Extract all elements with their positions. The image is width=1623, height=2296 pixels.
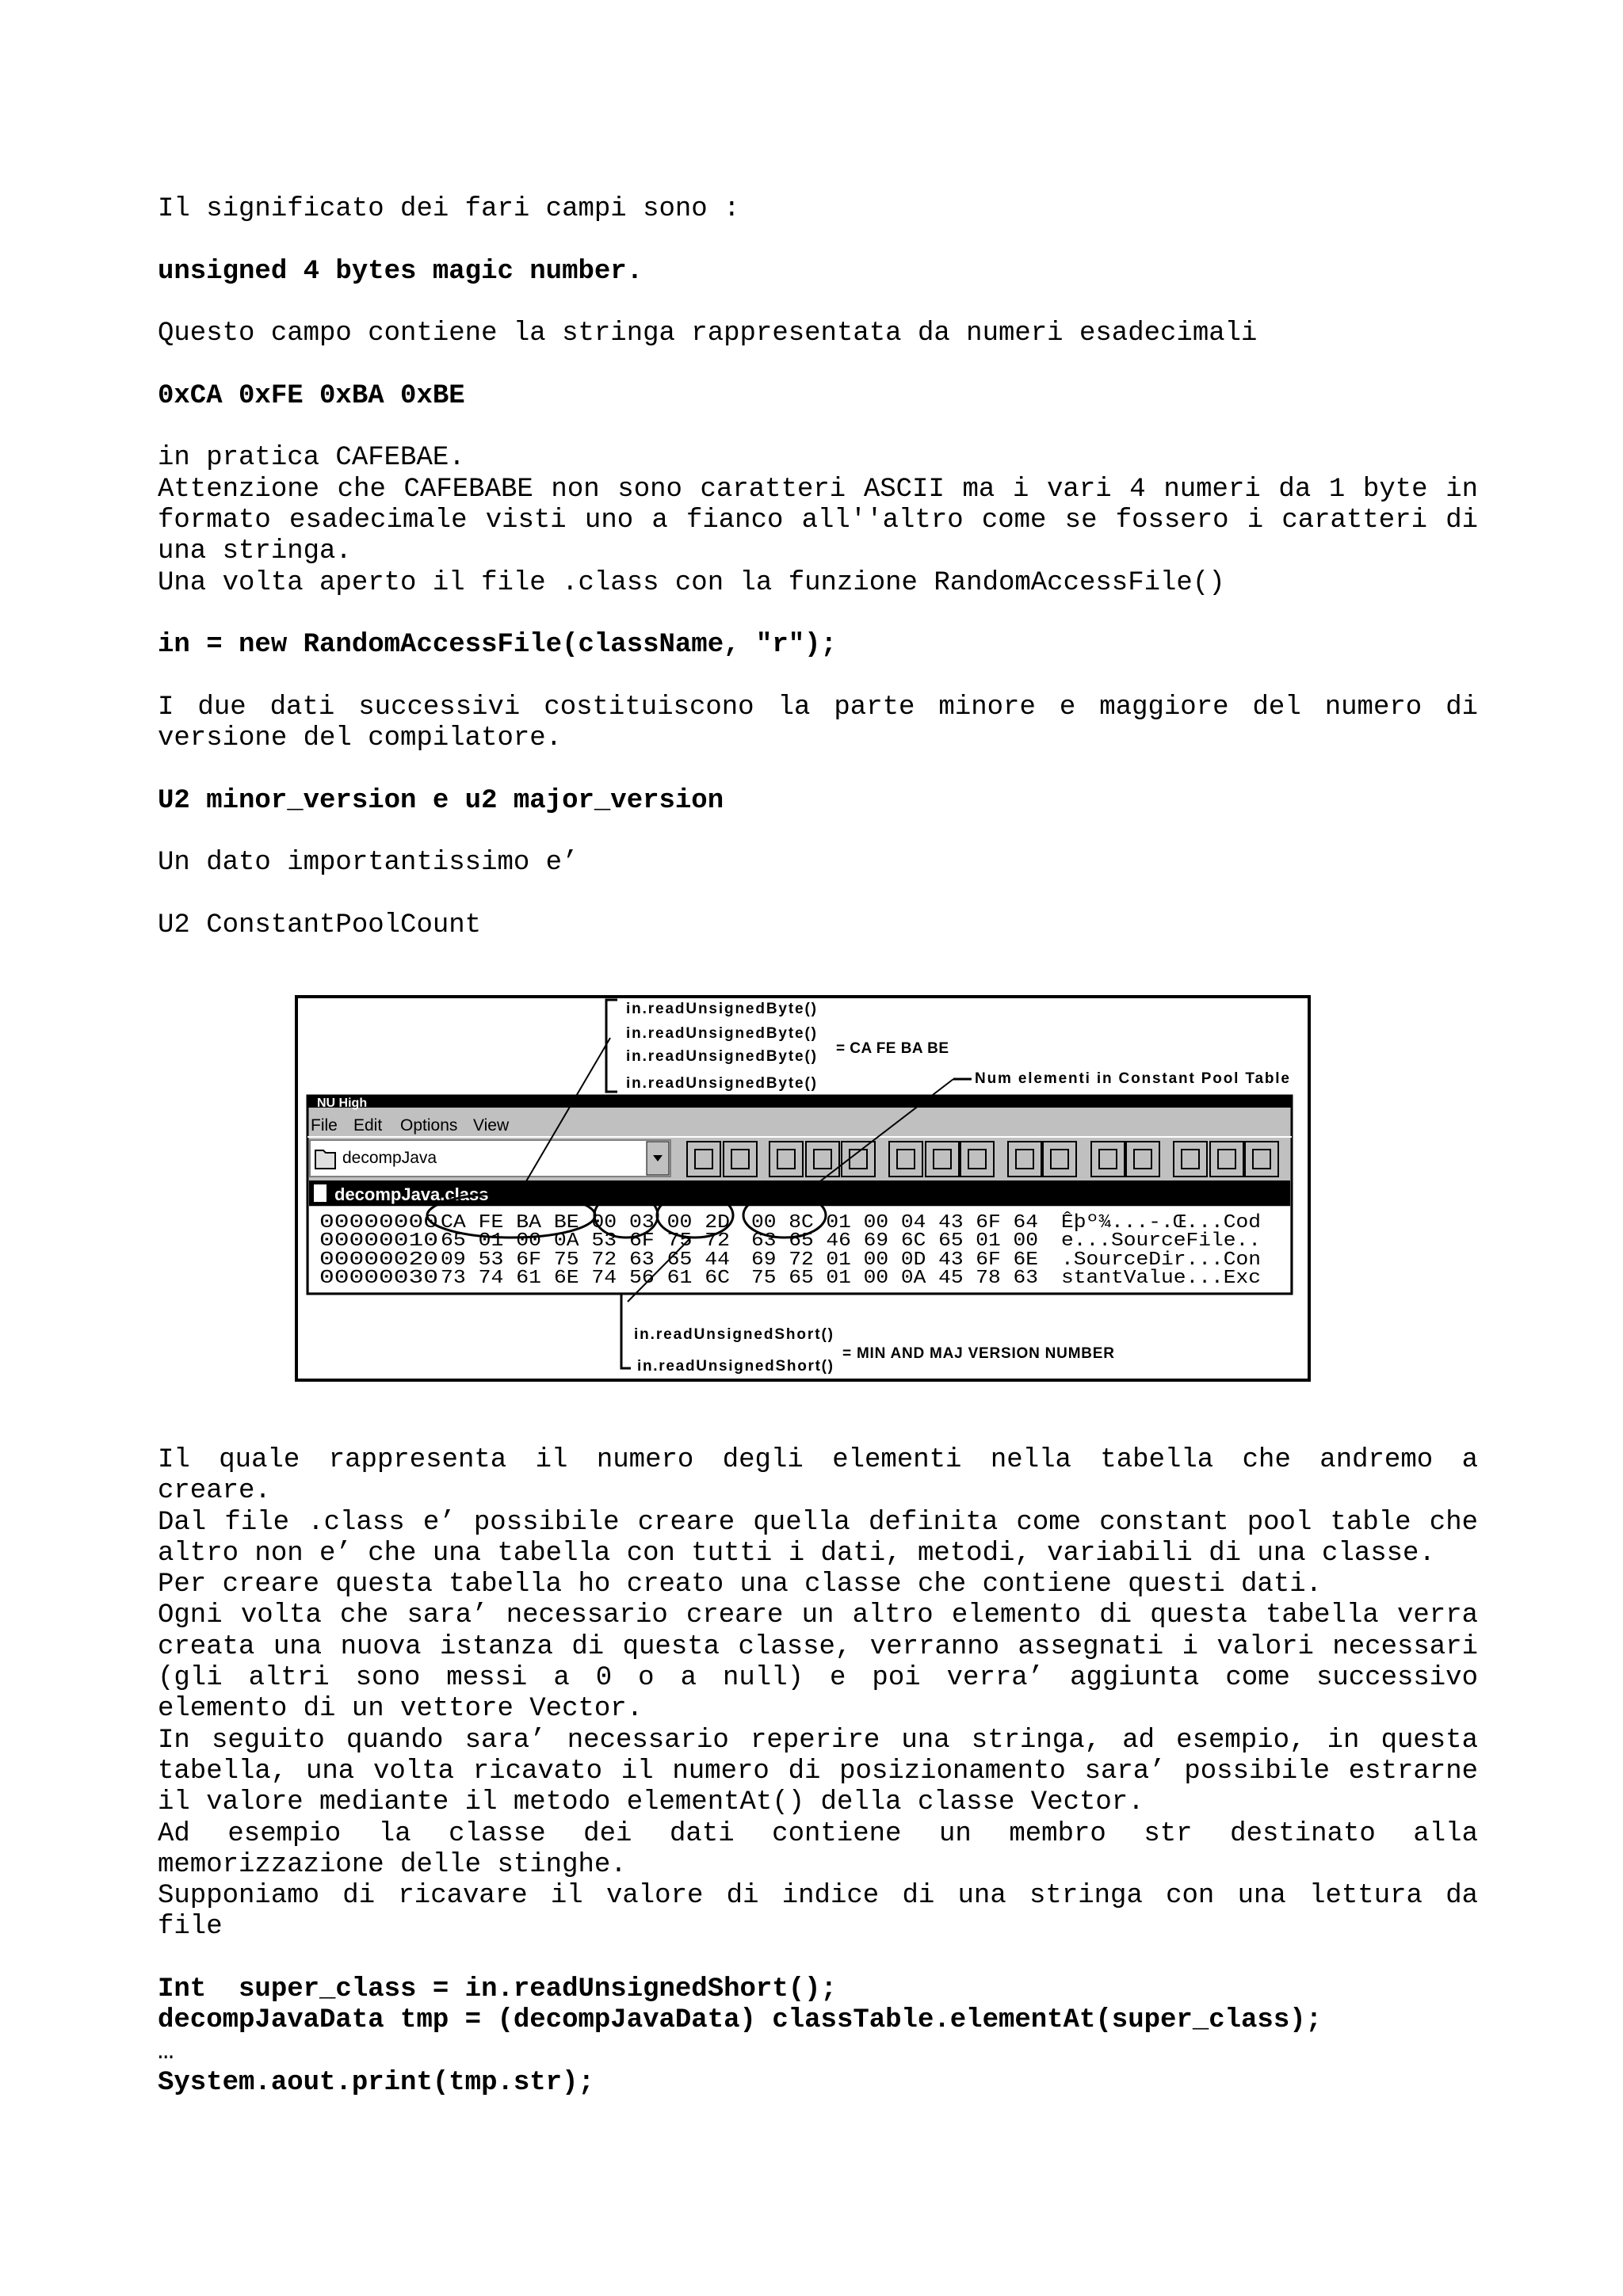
code-line: System.aout.print(tmp.str);	[158, 2067, 594, 2098]
text-line: elemento di un vettore Vector.	[158, 1694, 643, 1725]
byte-call-label: in.readUnsignedByte()	[626, 1025, 816, 1042]
toolbar-button[interactable]	[1174, 1142, 1207, 1177]
text-line: file	[158, 1912, 223, 1943]
toolbar-button[interactable]	[724, 1142, 757, 1177]
toolbar-button[interactable]	[687, 1142, 720, 1177]
short-call-label: in.readUnsignedShort()	[634, 1326, 833, 1343]
hex-offset: 00000000	[319, 1212, 438, 1234]
hex-offset: 00000010	[319, 1230, 438, 1252]
text-line: Dal file .class e’ possibile creare quella definita come constant pool table che	[158, 1507, 1478, 1538]
text-line: memorizzazione delle stinghe.	[158, 1849, 627, 1880]
toolbar-button[interactable]	[769, 1142, 803, 1177]
text-section-2	[158, 1445, 1478, 2099]
hex-bytes: 69 72 01 00 0D 43 6F 6E	[751, 1249, 1038, 1271]
title-bar	[307, 1096, 1292, 1108]
menu-file[interactable]: File	[311, 1116, 338, 1135]
toolbar-button[interactable]	[1043, 1142, 1076, 1177]
folder-icon	[315, 1150, 335, 1169]
text-line: Questo campo contiene la stringa rappresentata da numeri esadecimali	[158, 318, 1258, 349]
toolbar	[687, 1142, 1278, 1177]
ascii-column: e...SourceFile..	[1061, 1230, 1261, 1252]
document-title: decompJava.class	[334, 1184, 489, 1204]
text-line: Ogni volta che sara’ necessario creare un altro elemento di questa tabella verra	[158, 1600, 1478, 1631]
magic-label: = CA FE BA BE	[836, 1040, 949, 1057]
byte-call-label: in.readUnsignedByte()	[626, 1048, 816, 1065]
magic-hex-value: 0xCA 0xFE 0xBA 0xBE	[158, 380, 465, 411]
text-line: In seguito quando sara’ necessario reperire una stringa, ad esempio, in questa	[158, 1725, 1478, 1756]
text-line: Attenzione che CAFEBABE non sono caratteri ASCII ma i vari 4 numeri da 1 byte in	[158, 474, 1478, 505]
text-line: Un dato importantissimo e’	[158, 848, 579, 879]
magic-number-heading: unsigned 4 bytes magic number.	[158, 256, 643, 287]
text-line: versione del compilatore.	[158, 723, 563, 754]
text-line: creata una nuova istanza di questa classe, verranno assegnati i valori necessari	[158, 1631, 1478, 1662]
hex-bytes: 75 65 01 00 0A 45 78 63	[751, 1268, 1038, 1289]
text-line: U2 ConstantPoolCount	[158, 910, 482, 940]
ascii-column: .SourceDir...Con	[1061, 1249, 1261, 1271]
text-line: Il quale rappresenta il numero degli elementi nella tabella che andremo a	[158, 1445, 1478, 1475]
text-line: formato esadecimale visti uno a fianco all''altro come se fossero i caratteri di	[158, 505, 1478, 536]
ascii-column: stantValue...Exc	[1061, 1268, 1261, 1289]
menu-edit[interactable]: Edit	[353, 1116, 383, 1135]
toolbar-button[interactable]	[926, 1142, 959, 1177]
pool-count-label: Num elementi in Constant Pool Table	[975, 1070, 1289, 1087]
code-line: in = new RandomAccessFile(className, "r");	[158, 630, 837, 661]
text-line: altro non e’ che una tabella con tutti i dati, metodi, variabili di una classe.	[158, 1538, 1435, 1569]
text-line: Ad esempio la classe dei dati contiene un membro str destinato alla	[158, 1818, 1478, 1849]
code-line: Int super_class = in.readUnsignedShort();	[158, 1974, 837, 2005]
hex-offset: 00000030	[319, 1268, 438, 1289]
ellipsis-line: …	[158, 2036, 174, 2067]
path-value: decompJava	[342, 1149, 437, 1167]
text-line: creare.	[158, 1476, 271, 1507]
short-call-label: in.readUnsignedShort()	[637, 1358, 833, 1375]
text-line: Per creare questa tabella ho creato una classe che contiene questi dati.	[158, 1569, 1323, 1600]
hex-bytes: 00 8C 01 00 04 43 6F 64	[751, 1212, 1038, 1234]
toolbar-button[interactable]	[1091, 1142, 1125, 1177]
intro-line: Il significato dei fari campi sono :	[158, 194, 740, 224]
hex-bytes: 09 53 6F 75 72 63 65 44	[441, 1249, 730, 1271]
text-line: tabella, una volta ricavato il numero di posizionamento sara’ possibile estrarne	[158, 1756, 1478, 1787]
hex-bytes: 73 74 61 6E 74 56 61 6C	[441, 1268, 730, 1289]
version-heading: U2 minor_version e u2 major_version	[158, 785, 724, 816]
ascii-column: Êþº¾...-.Œ...Cod	[1061, 1212, 1244, 1234]
toolbar-button[interactable]	[1126, 1142, 1159, 1177]
toolbar-button[interactable]	[889, 1142, 922, 1177]
text-line: (gli altri sono messi a 0 o a null) e poi verra’ aggiunta come successivo	[158, 1663, 1478, 1694]
toolbar-button[interactable]	[1245, 1142, 1278, 1177]
window-title: NU High	[317, 1097, 368, 1110]
menu-view[interactable]: View	[473, 1116, 510, 1135]
version-label: = MIN AND MAJ VERSION NUMBER	[842, 1345, 1114, 1362]
text-line: Una volta aperto il file .class con la funzione RandomAccessFile()	[158, 567, 1225, 598]
hex-bytes: 63 65 46 69 6C 65 01 00	[751, 1230, 1038, 1252]
toolbar-button[interactable]	[842, 1142, 875, 1177]
toolbar-button[interactable]	[960, 1142, 994, 1177]
text-line: in pratica CAFEBAE.	[158, 443, 465, 474]
toolbar-button[interactable]	[1210, 1142, 1243, 1177]
text-line: I due dati successivi costituiscono la parte minore e maggiore del numero di	[158, 692, 1478, 723]
menu-options[interactable]: Options	[400, 1116, 458, 1135]
hex-offset: 00000020	[319, 1249, 438, 1271]
text-line: una stringa.	[158, 536, 352, 567]
document-icon	[314, 1184, 327, 1202]
text-line: il valore mediante il metodo elementAt() della classe Vector.	[158, 1787, 1144, 1818]
hex-bytes: 65 01 00 0A 53 6F 75 72	[441, 1230, 730, 1252]
hex-bytes: CA FE BA BE 00 03 00 2D	[441, 1212, 730, 1234]
byte-call-label: in.readUnsignedByte()	[626, 1001, 816, 1017]
toolbar-button[interactable]	[1008, 1142, 1041, 1177]
code-line: decompJavaData tmp = (decompJavaData) classTable.elementAt(super_class);	[158, 2005, 1323, 2036]
text-line: Supponiamo di ricavare il valore di indice di una stringa con una lettura da	[158, 1881, 1478, 1912]
byte-call-label: in.readUnsignedByte()	[626, 1075, 816, 1092]
